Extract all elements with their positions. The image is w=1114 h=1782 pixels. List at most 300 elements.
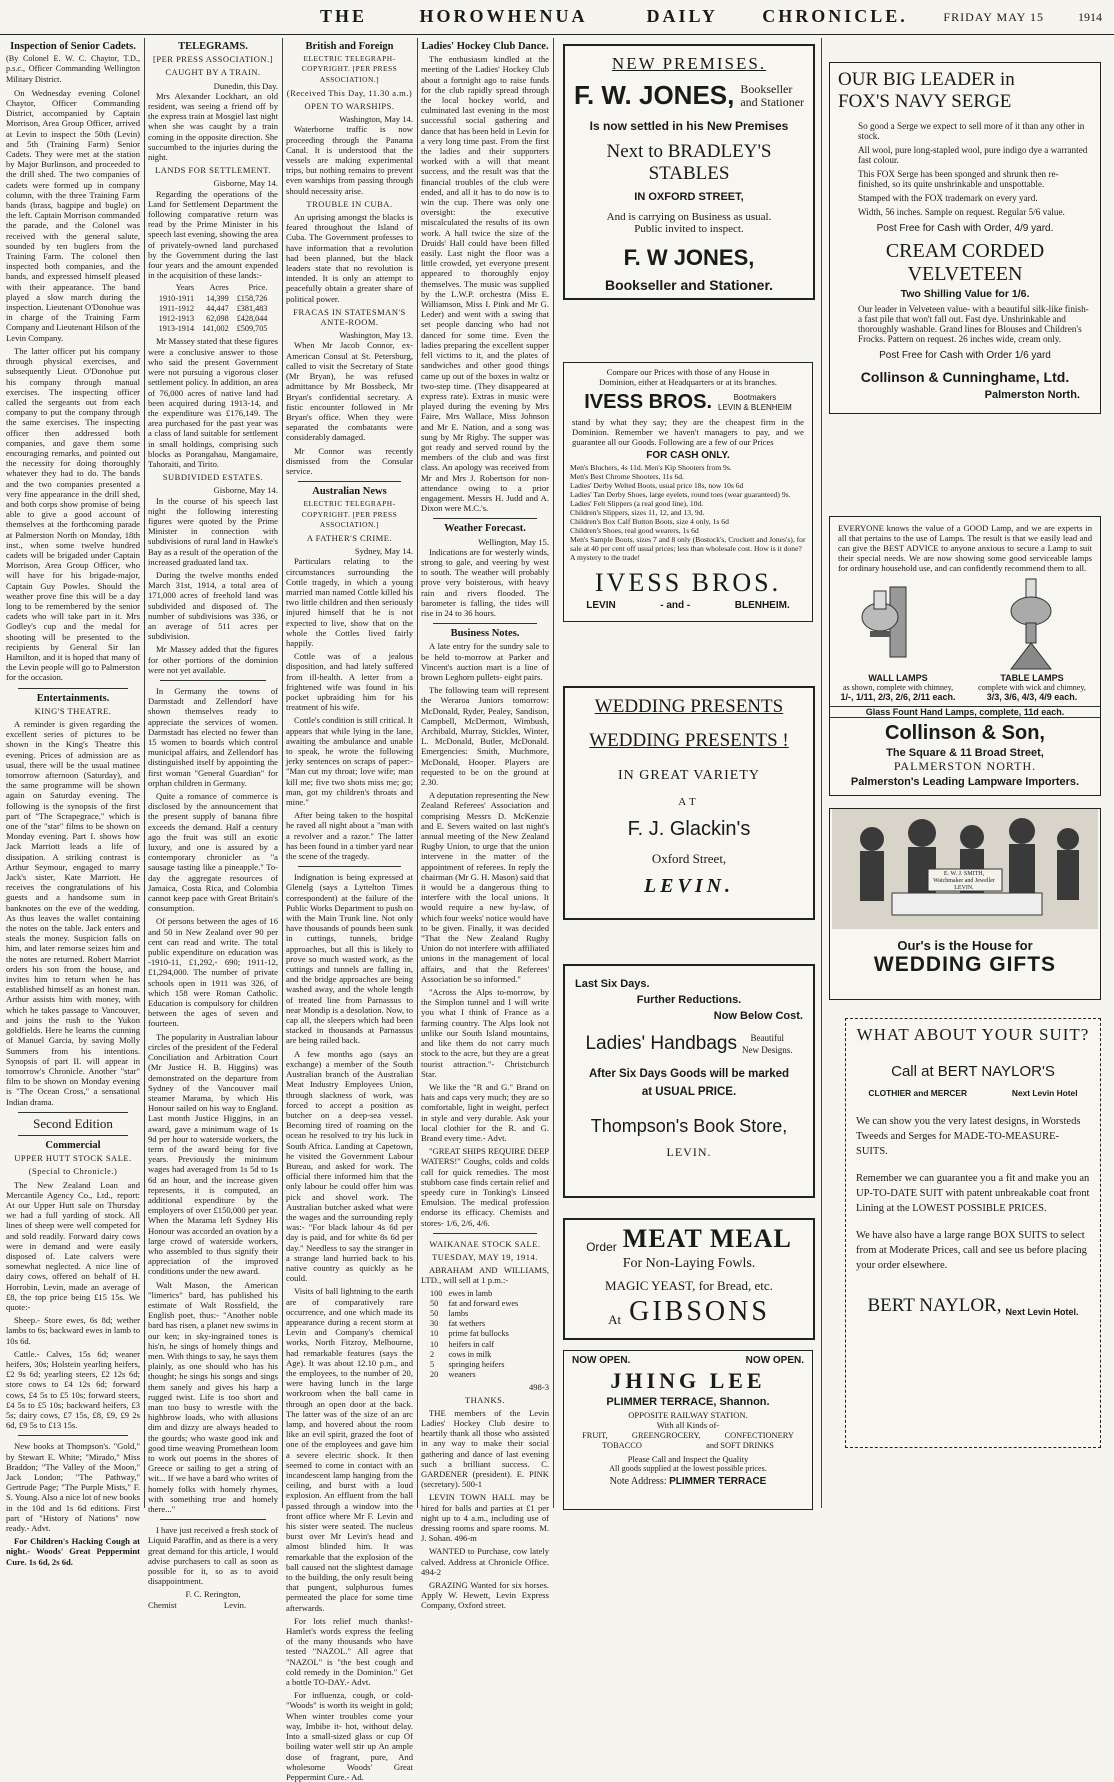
- ad-open-1: NOW OPEN.: [572, 1355, 631, 1366]
- ad-p6: Our leader in Velveteen value- with a beautiful silk-like finish- a fast pile that won't fall out. Fast dye. Unshrinkable and thoroughly washable. Grand lines for Blouses and Children's Frocks. Pattern on request. 26 inches wide, cream only.: [858, 304, 1089, 344]
- subhead-waikanae: WAIKANAE STOCK SALE.: [429, 1238, 541, 1249]
- article-paragraph: A late entry for the sundry sale to be held to-morrow at Parker and Vincent's auction mart is a line of brown Leghorn pullets- eight pairs.: [421, 641, 549, 682]
- list-item: [427, 1319, 521, 1329]
- ad-intro-1: Compare our Prices with those of any House in: [606, 367, 770, 377]
- ad-wall-sub: as shown, complete with chimney,: [842, 683, 954, 692]
- ad-name: BERT NAYLOR,: [867, 1295, 1002, 1316]
- ad-line-5a: Beautiful: [750, 1033, 785, 1043]
- ad-trade: [740, 83, 804, 109]
- column-2: [148, 38, 278, 1610]
- article-paragraph: The following team will represent the Weraroa Juniors tomorrow: McDonald, Ryder, Pealey, Sandison, Campbell, McDermott, Wimbush, Archibald, Murray, Stickles, Winter, L. McDonald, Butler, McDonald. Emergencies: Smith, Muchmore, McDonald, Hooper. Players are requested to be on the ground at 2.30.: [421, 685, 549, 788]
- ad-town: Palmerston North.: [984, 389, 1080, 401]
- land-purchase-table: [155, 283, 272, 334]
- ad-line-4: Two Shilling Value for 1/6.: [900, 288, 1030, 300]
- list-item: [427, 1370, 521, 1380]
- subhead-thanks: THANKS.: [464, 1394, 506, 1405]
- title-daily: DAILY: [646, 6, 718, 26]
- advert-cough: For Children's Hacking Cough at night.- Woods' Great Peppermint Cure. 1s 6d, 2s 6d.: [6, 1536, 140, 1567]
- article-paragraph: On Wednesday evening Colonel Chaytor, Officer Commanding District, accompanied by Captain Morrison, Area Group Officer, arrived at Levin to inspect the 50th (Levin) and 5th (Training Farm) Senior Cadets. They were met at the station by Major Burlinson, and proceeded to the drill shed. The two companies of cadets were formed up in company column, with the three Training Farm bands (brass, bagpipe and bugle) on the left. Captain Morrison commanded the parade, and the Colonel was received with the general salute, sounded by ten buglers from the Training Farm. The colonel then inspected both companies, and the bands, and expressed himself pleased with their appearance. The band played a slow march during the inspection. Lieutenant O'Donohue was in charge of the Training Farm Company and Lieutenant Hilson of the Levin Company.: [6, 87, 140, 343]
- ad-yeast: MAGIC YEAST, for Bread, etc.: [605, 1278, 773, 1293]
- table-row: [155, 304, 272, 314]
- article-paragraph: A reminder is given regarding the excellent series of pictures to be shown in the King's Theatre this evening. Prices of admission are as usual, there will be the usual matinee tomorrow afternoon (Saturday), and the same programme will be shown again on Saturday evening. The following is the synopsis of the first part of "The Scrapegrace," which is one of the "star" films to be shown on Monday evening. Part I. shows how Jack Marriott leads a life of dissipation. A striking contrast is Arthur Seymour, engaged to marry Jack's sister, Kate Marriott. He receives the congratulations of his guests and a handsome sum in banknotes on the eve of the wedding. As thus leaves the wallet containing the notes on the table. Jack enters and steals the money. Suspicion falls on him, and later remorse seizes him and the notes are returned. Robert Marriot orders his son from the house, and invites him to return when he has established himself as an honest man. Arthur assists him with money, with which he takes passage to Vancouver, and joins the rush to the Yukon goldfields. Here he learns the cunning of Manuel Garcia, by saving Molly Summers from his intentions. Synopsis of part II. will appear in tomorrow's Chronicle. Another "star" film to be shown on Monday evening is "The Ocean Cross," a sensational Indian drama.: [6, 719, 140, 1107]
- ad-firm: Collinson & Cunninghame, Ltd.: [860, 369, 1070, 385]
- ad-address: PLIMMER TERRACE, Shannon.: [606, 1396, 770, 1408]
- ad-name: IVESS BROS.: [584, 391, 712, 413]
- ad-street: IN OXFORD STREET,: [634, 191, 744, 203]
- ad-greengrocery: GREENGROCERY,: [631, 1431, 701, 1440]
- ad-wall-title: WALL LAMPS: [868, 673, 928, 683]
- stock-qty: 10: [430, 1339, 439, 1349]
- column-rule: [144, 38, 145, 1508]
- stock-desc: lambs: [448, 1308, 469, 1318]
- ad-name-row: [565, 80, 813, 111]
- stock-list: [427, 1289, 521, 1381]
- stock-qty: 2: [430, 1349, 435, 1359]
- stock-qty: 30: [430, 1319, 439, 1329]
- ad-gibsons-row: [565, 1296, 813, 1328]
- ad-name-2: F. W JONES,: [623, 245, 755, 270]
- advert-collinson-lamps: [829, 516, 1101, 796]
- article-paragraph: The New Zealand Loan and Mercantile Agency Co., Ltd., report: At our Upper Hutt sale on Thursday we had a full yarding of stock. All lines of sheep were well competed for and sold readily. Forward dairy cows were in demand and were easily disposed of. Late calvers were somewhat neglected. A nice line of dairy cows, offered on behalf of H. Horrobin, Levin, made an average of £8, the top price being £15 15s. We quote:-: [6, 1179, 140, 1312]
- article-paragraph: Particulars relating to the circumstances surrounding the Cottle tragedy, in which a young married man named Cottle killed his two little children and then seriously injured himself that he is not expected to live, show that on the whole the Cottles lived fairly happily.: [286, 556, 413, 648]
- wall-lamp-icon: [862, 587, 906, 657]
- advert-books: New books at Thompson's. "Gold," by Stewart E. White; "Mirado," Miss Braddon; "The Valley of the Moon," Jack London; "The Pathway," Gertrude Page; "The Purple Mists," F. S. Young. Also a nice lot of new books in the 10d and 1s 6d editions. First part of "History of Nations" now ready.- Advt.: [6, 1441, 140, 1534]
- table-cell: £158,726: [236, 293, 268, 303]
- divider: [433, 518, 537, 519]
- headline-business: Business Notes.: [450, 628, 520, 640]
- ad-hotel-2: Next Levin Hotel.: [1005, 1307, 1079, 1317]
- second-edition: Second Edition: [33, 1115, 113, 1131]
- ad-open-row: [572, 1355, 804, 1366]
- newspaper-title: [320, 6, 908, 27]
- ad-shop: E. W. J. SMITH,: [943, 871, 985, 877]
- article-paragraph: We like the "R and G." Brand on hats and caps very much; they are so comfortable, light in weight, perfect in style and very durable. Ask your local clothier for the R. and G. Brand every time.- Advt.: [421, 1081, 549, 1143]
- article-paragraph: "Across the Alps to-morrow, by the Simplon tunnel and I will write you what I think of France as a farming country. The Alps look not unlike our South Island mountains, and like them do not carry much stock to the acre, but they are a great tourist attraction."- Christchurch Star.: [421, 987, 549, 1079]
- ad-trade-1: Bookseller: [740, 81, 793, 96]
- ad-open-2: NOW OPEN.: [745, 1355, 804, 1366]
- ad-line-6: After Six Days Goods will be marked: [588, 1068, 790, 1080]
- ad-line-1: Last Six Days.: [575, 978, 650, 990]
- article-paragraph: Waterborne traffic is now proceeding through the Panama Canal. It is understood that the vessels are making experimental trips, but nothing remains to prevent even warships from passing through should necessity arise.: [286, 124, 413, 196]
- ad-addr-2: PALMERSTON NORTH.: [893, 759, 1037, 773]
- list-item: Ladies' Tan Derby Shoes, large eyelets, round toes (wear guaranteed) 9s.: [570, 490, 791, 499]
- ad-name: JHING LEE: [610, 1368, 766, 1393]
- ad-line-5: F. J. Glackin's: [627, 818, 751, 840]
- divider: [298, 866, 401, 867]
- article-paragraph: A few months ago (says an exchange) a member of the South Australian branch of the Australian Meat Industry Employees Union, through slackness of work, was forced to accept a position as butcher on a deep-sea vessel. Becoming tired of roaming on the ocean he resolved to try his luck in South Africa. Landing at Capetown, he visited the Government Labour Bureau, and asked for work. The official there informed him that the only labour he could offer him was pick and shovel work. The Australian butcher asked what were the wages and the surrounding reply was:- "For black labour 4s 6d per day is paid, and for white 8s 6d per day." Needless to say the stranger in a strange land hurried back to his native country as quickly as he could.: [286, 1048, 413, 1284]
- ad-cloth-row: [846, 1088, 1100, 1098]
- notice-grazing: GRAZING Wanted for six horses. Apply W. Hewett, Levin Express Company, Oxford street.: [421, 1580, 549, 1611]
- list-item: [427, 1289, 521, 1299]
- subhead-fracas: FRACAS IN STATESMAN'S ANTE-ROOM.: [293, 306, 406, 328]
- table-cell: 44,447: [206, 303, 229, 313]
- divider: [160, 1519, 266, 1520]
- ad-goods-row: [570, 1431, 806, 1440]
- column-1: [6, 38, 140, 1567]
- article-paragraph: Visits of ball lightning to the earth are of comparatively rare occurrence, and one which made its appearance during a recent storm at Levin and Company's chemical works, North Fitzroy, Melbourne, had remarkable features (says the Age). It was about 12.10 p.m., and the employees, to the number of 20, were having lunch in the large workroom when the ball came in through an open door at the back. The latter was of the size of an arc lamp, and hovered about the room like an evil spirit, grazed the foot of one of the employees and gave him a severe electric shock. It then seemed to come in contact with an incandescent lamp hanging from the ceiling, and burst with a loud explosion. An effluent from the ball passed through a window into the front office where Mr F. Levin and his sister were seated. The nucleus burst over Mr Levin's head and almost blinded him. It was remarkable that the explosion of the ball caused not the slightest damage to the building, the only result being that pungent, sulphurous fumes permeated the place for some time afterwards.: [286, 1286, 413, 1613]
- list-item: Children's Slippers, sizes 11, 12, and 13, 9d.: [570, 508, 705, 517]
- column-4: [421, 38, 549, 1611]
- headline-british-foreign: British and Foreign: [305, 41, 394, 52]
- ad-trade-3: Bookseller and Stationer.: [604, 277, 774, 293]
- article-paragraph: When Mr Jacob Connor, ex-American Consul at St. Petersburg, called to visit the Secretary of State (Mr Bryan), he was refused admittance by Mr Bossbeck, Mr Bryan's confidential secretary. A fistic encounter followed in Mr Bryan's office. When they were separated the combatants were considerably damaged.: [286, 340, 413, 443]
- ad-line-4: AT: [678, 796, 700, 808]
- ad-line-7: at USUAL PRICE.: [641, 1086, 737, 1098]
- divider: [18, 688, 128, 689]
- chemist-name: F. C. Rerington,: [185, 1589, 241, 1600]
- ad-shop-town: LEVIN.: [954, 885, 974, 891]
- article-paragraph: Sheep.- Store ewes, 6s 8d; wether lambs to 6s; backward ewes in lamb to 10s 6d.: [6, 1315, 140, 1346]
- ad-name: F. W. JONES,: [573, 80, 735, 110]
- list-item: Children's Shoes, real good wearers, 1s 6d: [570, 526, 699, 535]
- ad-tag-1: Bootmakers: [733, 392, 777, 402]
- divider: [433, 623, 537, 624]
- ad-next: Next to BRADLEY'S STABLES: [606, 141, 772, 184]
- stock-desc: fat wethers: [448, 1319, 486, 1329]
- ad-tobacco: TOBACCO: [602, 1441, 642, 1450]
- divider: [433, 1233, 537, 1234]
- ad-firm: Collinson & Son,: [885, 722, 1045, 744]
- subhead-estates: SUBDIVIDED ESTATES.: [162, 472, 264, 483]
- ad-settled: Is now settled in his New Premises: [589, 119, 789, 133]
- ad-tag: Palmerston's Leading Lampware Importers.: [850, 776, 1080, 788]
- table-cell: 62,098: [206, 314, 229, 324]
- stock-qty: 50: [430, 1298, 439, 1308]
- column-rule: [282, 38, 283, 1508]
- ad-shop-trade: Watchmaker and Jeweller: [933, 878, 995, 884]
- ad-shop-sign: [928, 871, 1000, 892]
- list-item: Men's Bluchers, 4s 11d. Men's Kip Shooters from 9s.: [570, 463, 732, 472]
- ad-call: Call at BERT NAYLOR'S: [891, 1063, 1055, 1080]
- ad-location-blenheim: BLENHEIM.: [734, 600, 790, 611]
- ad-p1: So good a Serge we expect to sell more of it than any other in stock.: [858, 121, 1085, 141]
- ad-line-2: WEDDING GIFTS: [873, 953, 1057, 976]
- divider: [18, 1112, 128, 1113]
- subhead-cuba: TROUBLE IN CUBA.: [306, 198, 393, 209]
- list-item: [427, 1299, 521, 1309]
- article-paragraph: Mr Massey added that the figures for other portions of the dominion were not yet available.: [148, 644, 278, 675]
- notice-town-hall: LEVIN TOWN HALL may be hired for balls and parties at £1 per night up to 4 a.m., including use of dressing rooms and spare rooms. M. J. Sohan. 496-m: [421, 1492, 549, 1544]
- masthead: [0, 0, 1114, 35]
- article-paragraph: Mrs Alexander Lockhart, an old resident, was seeing a friend off by the express train at Mosgiel last night when she was caught by a train coming in the opposite direction. She succumbed to the injuries during the night.: [148, 90, 278, 163]
- ad-table-title: TABLE LAMPS: [1000, 673, 1064, 683]
- table-lamp-icon: [1011, 579, 1051, 669]
- ad-name-row: [846, 1295, 1100, 1317]
- subhead-warships: OPEN TO WARSHIPS.: [304, 101, 395, 112]
- ad-confectionery: CONFECTIONERY: [724, 1431, 794, 1440]
- ad-location-and: - and -: [660, 600, 691, 611]
- ad-line-2: Further Reductions.: [636, 994, 742, 1006]
- table-row: [155, 314, 272, 324]
- dateline: Sydney, May 14.: [354, 546, 413, 557]
- dateline: Wellington, May 15.: [478, 536, 549, 547]
- article-paragraph: Mr Connor was recently dismissed from the Consular service.: [286, 445, 413, 476]
- table-cell: 1910-1911: [158, 293, 195, 303]
- press-association: ELECTRIC TELEGRAPH-COPYRIGHT. [PER PRESS ASSOCIATION.]: [301, 499, 398, 529]
- stock-desc: ewes in lamb: [448, 1288, 493, 1298]
- article-paragraph: The popularity in Australian labour circles of the president of the Federal Conciliation and Arbitration Court (Mr Justice H. B. Higgins) was demonstrated on the departure from Sydney of the Vancouver mail steamer Marama, by which His Honour sailed on his way to England. Last month Justice Higgins, in an award, gave a minimum wage of 1s 9d per hour to waterside workers, the term of the award being for five years. Previously the minimum wages had averaged from 1s 5d to 1s 6d an hour, and the increase given represents, it is computed, an additional expenditure by the employers of over £150,000 per year. When the Marama left Sydney His Honour was accorded an ovation by a large crowd of waterside workers, who assembled to thus signify their appreciation of the improved conditions under the new award.: [148, 1031, 278, 1277]
- ad-p1: We can show you the very latest designs, in Worsteds Tweeds and Serges for MADE-TO-MEASURE-SUITS.: [856, 1116, 1081, 1157]
- ad-p4: Stamped with the FOX trademark on every yard.: [858, 193, 1038, 203]
- table-cell: £381,483: [236, 303, 268, 313]
- advert-nazol: For lots relief much thanks!- Hamlet's words express the feeling of the many thousands who have tested "NAZOL." All agree that "NAZOL" is "the best cough and cold remedy in the Dominion." Get a bottle TO-DAY.- Advt.: [286, 1615, 413, 1688]
- list-item: Men's Best Chrome Shooters, 11s 6d.: [570, 472, 684, 481]
- stock-qty: 50: [430, 1308, 439, 1318]
- ad-line-3: CREAM CORDED VELVETEEN: [885, 240, 1045, 285]
- ad-trade-2: and Stationer: [740, 94, 805, 109]
- headline-hockey: Ladies' Hockey Club Dance.: [421, 41, 549, 52]
- ad-supply: All goods supplied at the lowest possible prices.: [609, 1464, 767, 1473]
- ad-line-3: IN GREAT VARIETY: [617, 768, 760, 783]
- list-item: Ladies' Derby Welted Boots, usual price 18s, now 10s 6d: [570, 481, 744, 490]
- ad-at: At: [608, 1312, 622, 1327]
- advert-glackin: [563, 686, 815, 920]
- press-association: [PER PRESS ASSOCIATION.]: [153, 54, 273, 65]
- table-cell: 1913-1914: [158, 324, 195, 334]
- article-paragraph: Indignation is being expressed at Glenelg (says a Lyttelton Times correspondent) at the failure of the Public Works Department to push on with the Main Trunk line. Not only have thousands of pounds been sunk in cuttings, tunnels, bridge approaches, but all this is likely to prove so much wasted work, as the cuttings and tunnels are falling in, and the bridge approaches are being washed away, and the whole length of treated line from Parnassus to near Mondip is a desolation. Now, to cap all, the sleepers which had been stacked in thousands at Parnassus are being railed back.: [286, 872, 413, 1046]
- ad-cash: FOR CASH ONLY.: [646, 450, 730, 461]
- ad-intro: EVERYONE knows the value of a GOOD Lamp, and we are experts in all that pertains to the use of Lamps. The result is that we easily lead and can give the BEST ADVICE to anyone anxious to secure a Lamp to suit their special needs. We are now showing some good serviceable lamps for ordinary household use, and can confidently recommend them to all.: [838, 523, 1092, 573]
- dateline: Washington, May 14.: [339, 114, 413, 125]
- ad-p5: Width, 56 inches. Sample on request. Regular 5/6 value.: [858, 207, 1065, 217]
- stock-desc: heifers in calf: [448, 1339, 495, 1349]
- subhead-kings-theatre: KING'S THEATRE.: [34, 705, 112, 716]
- stock-desc: fat and forward ewes: [448, 1298, 519, 1308]
- ad-meat-meal: MEAT MEAL: [622, 1224, 792, 1253]
- ad-name-row: [564, 391, 812, 414]
- ad-handbags-row: [565, 1032, 813, 1056]
- ad-line-6: Oxford Street,: [651, 851, 727, 866]
- ad-line-4: Ladies' Handbags: [585, 1033, 738, 1054]
- ad-table-lamps: [972, 673, 1092, 702]
- column-3: [286, 38, 413, 1782]
- table-cell: £428,044: [236, 314, 268, 324]
- divider: [18, 1135, 128, 1136]
- ad-locations: [564, 600, 812, 611]
- notice-thanks: THE members of the Levin Ladies' Hockey Club desire to heartily thank all those who assisted in any way to make their social gathering and dance of last evening such a brilliant success. C. GARDENER (president). E. PINK (secretary). 500-1: [421, 1407, 549, 1490]
- ad-goods-row-2: [570, 1441, 806, 1450]
- stock-qty: 5: [430, 1359, 435, 1369]
- table-cell: 1911-1912: [158, 303, 195, 313]
- list-item: [427, 1360, 521, 1370]
- ad-note: Note Address:: [609, 1476, 667, 1487]
- ad-line-3: Now Below Cost.: [713, 1010, 803, 1022]
- press-association: ELECTRIC TELEGRAPH-COPYRIGHT. [PER PRESS ASSOCIATION.]: [301, 54, 398, 84]
- ad-addr-1: The Square & 11 Broad Street,: [886, 747, 1044, 759]
- advert-collinson-serge: [829, 62, 1101, 414]
- list-item: [427, 1309, 521, 1319]
- ad-gibsons-name: GIBSONS: [629, 1296, 770, 1327]
- ad-order: Order: [586, 1240, 617, 1254]
- ad-lamp-captions: [838, 673, 1092, 702]
- ad-line-2: WEDDING PRESENTS !: [589, 730, 789, 751]
- ad-line-7: LEVIN.: [643, 875, 735, 897]
- headline-telegrams: TELEGRAMS.: [178, 41, 248, 52]
- article-paragraph: Mr Massey stated that these figures were a conclusive answer to those who said the present Government were not pursuing a vigorous closer settlement policy. In addition, an area of 76,000 acres of native land had been acquired during 1913-14, and the expenditure was £176,149. The area purchased for the past year was a class of land suitable for settlement in small holdings, comprising such blocks as Porangahau, Mangamaire, Tahoraiti, and Tirito.: [148, 336, 278, 469]
- ad-line-1: WEDDING PRESENTS: [594, 696, 784, 717]
- ad-glass: Glass Fount Hand Lamps, complete, 11d each.: [830, 706, 1100, 718]
- ad-line-2: FOX'S NAVY SERGE: [838, 91, 1012, 112]
- table-cell: 14,399: [206, 293, 229, 303]
- table-cell: £509,705: [236, 324, 268, 334]
- ad-line-9: LEVIN.: [666, 1145, 712, 1159]
- ad-table-sub: complete with wick and chimney,: [978, 683, 1086, 692]
- table-header-row: [155, 283, 272, 293]
- ad-clothier: CLOTHIER and MERCER: [868, 1088, 968, 1098]
- received-time: (Received This Day, 11.30 a.m.): [286, 87, 413, 98]
- article-paragraph: The latter officer put his company through physical exercises, and subsequently Lieut. O'Donohue put his company through manual exercises. The inspecting officer called the sergeants out from each company to put the company through the same exercises. The inspecting officer then addressed both companies, and gave them some encouraging remarks, and pointed out the necessity for doing thoroughly whatever they had to do. The bands and the two companies presented a very fine appearance in the drill shed, and both corps show promise of being able to give a good account of themselves at the forthcoming parade at Palmerston North on Monday, 18th inst., when some twelve hundred cadets will be brigaded under Captain Morrison, Area Group Officer, who will have for his brigade-major, Captain Guy Powles. Should the weather prove fine this will be a day long to be remembered by the senior cadets who will take part in it. Mrs Godley's cup and the medal for shooting will be presented to the recipients by General Sir Ian Hamilton, and it is hoped that many of the Levin people will go to Palmerston for the occasion.: [6, 345, 140, 683]
- issue-date: FRIDAY MAY 15: [943, 10, 1044, 24]
- stock-desc: cows in milk: [448, 1349, 492, 1359]
- column-rule: [553, 38, 554, 1508]
- lamp-illustration: [830, 577, 1100, 673]
- article-paragraph: Cottle was of a jealous disposition, and had lately suffered from ill-health. A letter from a frightened wife was found in his pocket upbraiding him for his treatment of his wife.: [286, 651, 413, 713]
- byline: (By Colonel E. W. C. Chaytor, T.D., p.s.c., Officer Commanding Wellington Military District.: [6, 54, 140, 84]
- table-header: Years: [175, 283, 195, 293]
- article-paragraph: Indications are for westerly winds, strong to gale, and veering by west to south. The weather will probably prove very boisterous, with heavy rain and rivers flooded. The barometer is falling, the tides will rise in 24 to 36 hours.: [421, 546, 549, 618]
- advert-smith-wedding-gifts: [829, 808, 1101, 1000]
- list-item: [427, 1340, 521, 1350]
- article-paragraph: Cottle's condition is still critical. It appears that while lying in the lane, awaiting the ambulance and unable to speak, he wrote the following jerky sentences on scraps of paper:- "Man cut my throat; love wife; man kill me; five two shots miss me; go; man, got my children's throats and mine.": [286, 715, 413, 808]
- list-item: [427, 1329, 521, 1339]
- ad-post-2: Post Free for Cash with Order 1/6 yard: [879, 350, 1051, 361]
- list-item: Ladies' Felt Slippers (a real good line), 10d.: [570, 499, 704, 508]
- headline-commercial: Commercial: [45, 1139, 101, 1151]
- ad-meat-row: [565, 1224, 813, 1254]
- ad-wall-lamps: [838, 673, 958, 702]
- ad-carry-1: And is carrying on Business as usual.: [606, 211, 772, 223]
- column-rule: [821, 38, 822, 1508]
- ad-kinds: With all Kinds of-: [656, 1420, 720, 1430]
- column-rule: [417, 38, 418, 1508]
- stock-desc: springing heifers: [448, 1359, 505, 1369]
- advert-jhing-lee: [563, 1350, 813, 1510]
- divider: [160, 680, 266, 681]
- ad-line-5: [742, 1032, 793, 1056]
- ad-p3: This FOX Serge has been sponged and shrunk then re-finished, so its quite unshrinkable and unspottable.: [858, 169, 1059, 189]
- special-note: (Special to Chronicle.): [28, 1166, 118, 1177]
- ad-line-5b: New Designs.: [742, 1045, 793, 1055]
- table-cell: 141,002: [202, 324, 229, 334]
- table-header: Acres: [209, 283, 229, 293]
- ad-big-name: IVESS BROS.: [594, 568, 782, 597]
- table-header: Price.: [248, 283, 268, 293]
- ad-body: stand by what they say; they are the cheapest firm in the Dominion. Remember we haven't managers to pay, and we guarantee all our Goods. Following are a few of our Prices: [572, 417, 804, 447]
- ad-table-prices: 3/3, 3/6, 4/3, 4/9 each.: [986, 692, 1078, 702]
- title-the: THE: [320, 6, 368, 26]
- table-row: [155, 294, 272, 304]
- ad-fowls: For Non-Laying Fowls.: [622, 1256, 756, 1271]
- article-paragraph: Of persons between the ages of 16 and 50 in New Zealand over 90 per cent can read and write. The total public expenditure on education was -1910-11, £1,292,- 690; 1911-12, £1,294,000. The number of private schools open in 1911 was 326, of which 158 were Roman Catholic. Education is compulsory for children between the ages of seven and fourteen.: [148, 916, 278, 1029]
- notice-wanted: WANTED to Purchase, cow lately calved. Address at Chronicle Office. 494-2: [421, 1546, 549, 1577]
- advert-paraffin: I have just received a fresh stock of Liquid Paraffin, and as there is a very great demand for this article, I would advise purchasers to call as soon as possible for it, so as to avoid disappointment.: [148, 1525, 278, 1587]
- dateline: Gisborne, May 14.: [213, 178, 278, 189]
- stock-desc: prime fat bullocks: [448, 1329, 509, 1339]
- ad-note-row: [564, 1476, 812, 1487]
- ad-carry-2: Public invited to inspect.: [634, 223, 744, 235]
- table-row: [155, 324, 272, 334]
- dateline: Washington, May 13.: [339, 330, 413, 341]
- advert-bert-naylor: [845, 1018, 1101, 1448]
- article-paragraph: During the twelve months ended March 31st, 1914, a total area of 171,000 acres of freehold land was subdivided and disposed of. The number of subdivisions was 336, or an average of 511 acres per subdivision.: [148, 569, 278, 642]
- ad-lamp-images: [830, 577, 1100, 673]
- advert-woods-verse: For influenza, cough, or cold- "Woods" is worth its weight in gold; When winter troubles come your way, Imbibe it- hot, without delay. Into a small-sized glass or cup Of boiling water well stir up An ample dose of fragrant, pure, And wholesome Woods' Great Peppermint Cure.- Ad.: [286, 1690, 413, 1782]
- stock-qty: 10: [430, 1329, 439, 1339]
- subhead-lands: LANDS FOR SETTLEMENT.: [155, 165, 271, 176]
- ad-p3: We have also have a large range BOX SUITS to select from at Moderate Prices, call and see us before placing your order elsewhere.: [856, 1230, 1087, 1271]
- title-chronicle: CHRONICLE.: [762, 6, 908, 26]
- table-cell: 1912-1913: [158, 314, 195, 324]
- ad-tag: [718, 393, 792, 413]
- chemist-location: Chemist Levin.: [148, 1599, 247, 1610]
- divider: [18, 1435, 128, 1436]
- ad-title: WHAT ABOUT YOUR SUIT?: [856, 1025, 1090, 1044]
- dateline: Dunedin, this Day.: [213, 80, 278, 91]
- advert-thompsons: [563, 964, 815, 1198]
- wedding-illustration: [832, 809, 1098, 929]
- ad-please: Please Call and Inspect the Quality: [627, 1454, 749, 1464]
- ad-line-1: Our's is the House for: [897, 938, 1033, 953]
- stock-desc: weaners: [448, 1370, 476, 1380]
- advert-ivess-bros: [563, 362, 813, 622]
- ad-location-levin: LEVIN: [586, 600, 616, 611]
- article-paragraph: Quite a romance of commerce is disclosed by the announcement that the present supply of banana fibre exceeds the demand. Half a century ago the fruit was still an exotic luxury, and one is assured by a contemporary chronicler as "a sausage tasting like a pineapple." To-day the aggregate resources of Jamaica, Costa Rica, and Colombia cannot keep pace with Great Britain's consumption.: [148, 791, 278, 914]
- title-horowhenua: HOROWHENUA: [419, 6, 587, 26]
- ad-p2: All wool, pure long-stapled wool, pure indigo dye a warranted fast colour.: [858, 145, 1088, 165]
- ad-tag-2: LEVIN & BLENHEIM: [718, 402, 792, 412]
- stock-qty: 20: [430, 1370, 439, 1380]
- ad-p2: Remember we can guarantee you a fit and make you an UP-TO-DATE SUIT with patent unbreakable coat front Lining at the LOWEST POSSIBLE PRICES.: [856, 1173, 1090, 1214]
- auction-intro: ABRAHAM AND WILLIAMS, LTD., will sell at 1 p.m.:-: [421, 1265, 549, 1286]
- list-item: [427, 1350, 521, 1360]
- subhead-stock-sale: UPPER HUTT STOCK SALE.: [14, 1153, 132, 1164]
- article-paragraph: Walt Mason, the American "limerics" bard, has published his estimate of Walt Rossfield, the English poet, thus:- "Another noble bard has risen, a planet new swims in our ken; in sky-ingrained tones is his'n, he sings of homely things and men. With things to say, he says them plainly, as one should who has his thought; he sings his songs and sings them sanely and gives his harp a rugged twist. Life is too short and man too busy to wrestle with the highbrow loads, who with allusions dim and dizzy are always headed to the gourds; who waste good ink and good time weaving Promethean loom to work out poems in the shores of Greece or sailing to get a string of wit... If we have a bard who writes of homely folks with homely rhymes, with something true and homely there...": [148, 1279, 278, 1515]
- advert-fw-jones: [563, 44, 815, 300]
- subhead-father: A FATHER'S CRIME.: [306, 532, 393, 543]
- ad-note-address: PLIMMER TERRACE: [669, 1476, 767, 1487]
- sale-date: TUESDAY, MAY 19, 1914.: [432, 1251, 538, 1262]
- list-item: Men's Sample Boots, sizes 7 and 8 only (Bostock's, Crockett and Jones's), for sale at 40 per cent off usual prices; less than wholesale cost. How is it done? A mystery to the trade!: [570, 535, 806, 562]
- article-paragraph: An uprising amongst the blacks is feared throughout the Island of Cuba. The Government professes to have information that a revolution had been planned, but the black leaders state that no revolution is intended. It is only an attempt to peacefully obtain a greater share of political power.: [286, 212, 413, 304]
- article-paragraph: Cattle.- Calves, 15s 6d; weaner heifers, 30s; Holstein yearling heifers, £2 9s 6d; yearling steers, £2 12s 6d; store cows to £4 12s 6d; forward cows, £4 5s to £5 10s; forward steers, £4 5s to £5 10s; backward heifers, £3 5s; dairy cows, £7 15s, £8, £9, £9 2s 6d, £9 5s to £13 15s.: [6, 1348, 140, 1431]
- subhead-train: CAUGHT BY A TRAIN.: [165, 67, 261, 78]
- ad-fruit: FRUIT,: [582, 1431, 608, 1440]
- issue-year: 1914: [1078, 10, 1102, 24]
- headline-cadets: Inspection of Senior Cadets.: [10, 41, 136, 52]
- ad-opposite: OPPOSITE RAILWAY STATION.: [628, 1410, 748, 1420]
- stock-qty: 100: [430, 1288, 443, 1298]
- ad-hotel: Next Levin Hotel: [1011, 1088, 1078, 1098]
- ad-line-8: Thompson's Book Store,: [590, 1116, 788, 1136]
- ad-post-1: Post Free for Cash with Order, 4/9 yard.: [876, 223, 1054, 234]
- list-item: Children's Box Calf Button Boots, size 4 only, 1s 6d: [570, 517, 729, 526]
- article-paragraph: Regarding the operations of the Land for Settlement Department the following comparative return was read by the Prime Minister in his speech last evening, showing the area of privately-owned land purchased by the Government during the last four years and the amount expended in the acquisition of these lands:-: [148, 188, 278, 281]
- headline-entertainments: Entertainments.: [36, 692, 110, 704]
- advert-gibsons: [563, 1218, 815, 1340]
- article-paragraph: In Germany the towns of Darmstadt and Zellendorf have shown themselves ready to appreciate the services of women. Darmstadt has elected no fewer than 15 women to boards which control municipal affairs, and Zellendorf has distinguished itself by appointing the first woman "General Guardian" for orphan children in Germany.: [148, 685, 278, 788]
- article-paragraph: The enthusiasm kindled at the meeting of the Ladies' Hockey Club about a fortnight ago to raise funds for the club rapidly spread through the local hockey world, and culminated last evening in the most successful social gathering and dance that has been held in Levin for a very long time past. From the first the ladies and their supporters worked with a will that meant success, and the result was that the financial troubles of the club were ended, and all it has to do now is to win the cup. There was only one oversight: the executive miscalculated the results of its own work. A hall twice the size of the Druids' Hall could have been filled easily. Last night the floor was a little crowded, yet everyone present appeared to thoroughly enjoy themselves. The music was supplied by the L.W.P. orchestra (Miss E. Williamson, Miss I. Pink and Mr G. Leder) and went with a swing that set people dancing who had not danced for some time. Even the ladies preparing the excellent supper fell victims to it, and the plates of sandwiches and other good things came up out of the boxes in waltz or two-step time. (They disappeared at express rate). Extras in music were played during the evening by Mrs Faire, Mrs Wallace, Miss Johnson and Mr E. Nation, and a song was sung by Mr Rigby. The supper was got ready and served round by the members of the club and was first class. An apology was received from Mr and Mrs J. Robertson for non-attendance owing to a prior engagement. Messrs H. Judd and A. Dixon were M.C.'s.: [421, 54, 549, 514]
- advert-ref: 498-3: [528, 1382, 549, 1393]
- article-paragraph: In the course of his speech last night the following interesting figures were quoted by the Prime Minister in connection with subdivisions of rural land in Hawke's Bay as a result of the operation of the increased graduated land tax.: [148, 495, 278, 567]
- advert-emulsion: "GREAT SHIPS REQUIRE DEEP WATERS!" Coughs, colds and colds call for quick remedies. The most stubborn case finds certain relief and speedy cure in Tonking's Linseed Emulsion. The medical profession endorse its efficacy. Chemists and stores- 1/6, 2/6, 4/6.: [421, 1146, 549, 1228]
- article-paragraph: A deputation representing the New Zealand Referees' Association and comprising Messrs D. McKenzie and E. Severs waited on last night's annual meeting of the New Zealand Rugby Union, to urge that the union intervene in the matter of the appointment of referees. In reply the chairman (Mr G. H. Mason) said that it would be a dangerous thing to interfere with the local unions. It would require a new by-law, of which four weeks' notice would have to be given. Finally, it was decided "That the New Zealand Rugby Union do not interfere with affiliated unions in the management of local affairs, and that the Referees' Association be so informed.": [421, 790, 549, 984]
- ad-intro-2: Dominion, either at Headquarters or at its branches.: [599, 377, 777, 387]
- ad-price-list: [570, 463, 806, 562]
- divider: [298, 481, 401, 482]
- ad-title: NEW PREMISES.: [611, 54, 767, 73]
- headline-australian-news: Australian News: [312, 486, 387, 498]
- headline-weather: Weather Forecast.: [444, 523, 526, 535]
